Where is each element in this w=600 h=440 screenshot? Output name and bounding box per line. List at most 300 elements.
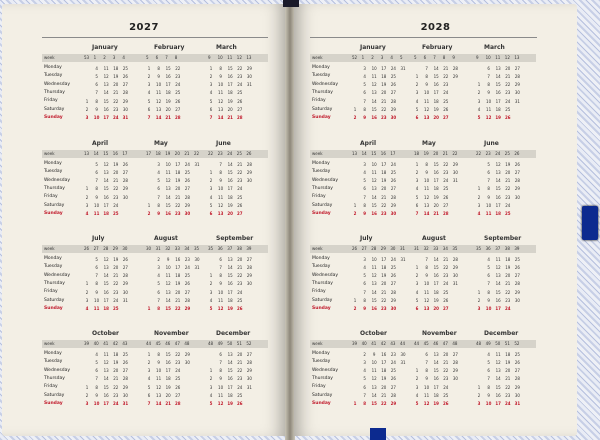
day-number: 3 (209, 186, 213, 192)
week-number: 35 (194, 246, 200, 251)
day-number: 29 (246, 65, 252, 71)
quarter-block (2, 38, 286, 130)
day-number: 22 (175, 65, 181, 71)
day-number: 17 (103, 115, 109, 121)
day-number: 17 (495, 306, 501, 312)
week-number: 4 (122, 55, 125, 60)
day-number: 6 (487, 169, 490, 175)
day-number: 17 (433, 90, 439, 96)
month-name: December (484, 330, 519, 337)
day-number: 15 (495, 289, 501, 295)
day-label: Monday (44, 256, 62, 261)
week-number: 17 (146, 151, 152, 156)
day-number: 4 (415, 186, 419, 192)
day-number: 4 (147, 376, 151, 382)
day-number: 5 (415, 194, 419, 200)
day-number: 16 (227, 178, 233, 184)
day-number: 8 (157, 306, 160, 312)
day-number: 16 (103, 107, 109, 112)
day-number: 7 (487, 281, 490, 287)
day-number: 22 (237, 273, 243, 279)
day-number: 30 (390, 306, 397, 312)
day-number: 24 (505, 401, 511, 407)
day-number: 25 (390, 73, 396, 79)
day-number: 28 (514, 281, 520, 287)
day-number: 1 (147, 306, 151, 312)
day-number: 18 (175, 169, 181, 175)
day-number: 13 (495, 65, 501, 71)
day-number: 22 (505, 384, 511, 390)
week-number: 22 (208, 151, 214, 156)
day-number: 28 (514, 376, 520, 382)
day-number: 9 (363, 115, 366, 121)
day-label: Friday (312, 194, 326, 200)
day-number: 19 (113, 161, 119, 167)
day-number: 26 (390, 376, 396, 382)
day-number: 10 (371, 65, 377, 71)
day-number: 22 (505, 186, 511, 192)
day-number: 28 (237, 115, 243, 121)
day-number: 12 (371, 178, 377, 184)
week-number: 51 (236, 341, 242, 346)
week-number: 27 (93, 246, 99, 251)
week-number: 44 (414, 341, 420, 346)
day-label: Monday (312, 65, 330, 70)
day-number: 24 (237, 186, 243, 192)
day-number: 16 (371, 306, 377, 312)
day-number: 3 (157, 264, 160, 270)
day-number: 23 (184, 256, 190, 262)
week-number: 32 (423, 246, 429, 251)
day-number: 11 (495, 256, 501, 262)
day-number: 26 (237, 98, 243, 104)
day-number: 8 (157, 351, 160, 357)
day-number: 31 (514, 401, 521, 407)
week-number: 38 (236, 246, 242, 251)
day-number: 26 (514, 359, 520, 365)
day-label: Tuesday (44, 359, 63, 365)
day-label: Saturday (44, 297, 65, 303)
day-number: 18 (227, 298, 233, 303)
day-number: 4 (487, 351, 490, 357)
day-number: 11 (495, 351, 501, 357)
day-label: Friday (44, 384, 58, 390)
day-number: 20 (227, 107, 233, 112)
day-number: 16 (165, 211, 171, 217)
day-number: 20 (381, 281, 387, 287)
day-number: 4 (477, 107, 481, 112)
day-number: 6 (415, 306, 419, 312)
day-number: 24 (237, 384, 243, 390)
day-number: 16 (227, 73, 233, 79)
day-number: 8 (487, 384, 490, 390)
day-number: 21 (113, 273, 119, 279)
day-number: 13 (156, 107, 162, 112)
quarter-block (294, 134, 577, 226)
day-number: 28 (122, 90, 128, 96)
day-number: 31 (246, 82, 252, 88)
day-number: 2 (209, 73, 213, 79)
day-number: 14 (103, 273, 109, 279)
day-number: 29 (122, 384, 128, 390)
day-number: 25 (237, 90, 243, 96)
day-number: 14 (371, 289, 377, 295)
day-label: Wednesday (312, 81, 339, 87)
day-number: 29 (122, 186, 128, 192)
day-label: Sunday (44, 114, 63, 120)
day-number: 30 (194, 256, 200, 262)
day-number: 30 (452, 376, 458, 382)
day-number: 9 (219, 178, 222, 184)
day-number: 17 (495, 203, 501, 208)
week-number: 48 (476, 341, 482, 346)
day-number: 22 (443, 73, 449, 79)
week-number: 52 (246, 341, 252, 346)
day-label: Friday (312, 98, 326, 104)
day-number: 12 (218, 203, 224, 208)
day-number: 29 (122, 281, 128, 287)
day-number: 25 (175, 90, 181, 96)
week-number: 13 (84, 151, 90, 156)
quarter-block (2, 324, 286, 416)
day-number: 17 (165, 368, 171, 374)
day-number: 20 (443, 351, 449, 357)
day-number: 7 (425, 256, 428, 262)
day-number: 1 (477, 289, 481, 295)
day-number: 26 (175, 384, 181, 390)
day-number: 13 (433, 351, 439, 357)
day-number: 3 (363, 65, 366, 71)
day-number: 23 (505, 194, 511, 200)
day-number: 27 (514, 368, 520, 374)
day-number: 13 (423, 115, 430, 121)
day-number: 30 (122, 289, 128, 295)
day-number: 10 (424, 178, 430, 184)
day-number: 18 (165, 90, 171, 96)
day-number: 25 (237, 298, 243, 303)
day-number: 16 (433, 169, 439, 175)
day-number: 4 (363, 264, 366, 270)
day-number: 7 (363, 98, 366, 104)
day-number: 11 (103, 65, 109, 71)
day-number: 7 (157, 194, 160, 200)
day-number: 19 (113, 256, 119, 262)
day-number: 8 (219, 273, 222, 279)
day-number: 27 (443, 203, 449, 208)
day-number: 19 (433, 298, 439, 303)
day-label: Tuesday (44, 169, 63, 175)
day-number: 14 (495, 281, 501, 287)
day-number: 29 (246, 273, 252, 279)
day-number: 7 (219, 359, 222, 365)
day-number: 9 (425, 82, 428, 88)
day-number: 18 (103, 306, 109, 312)
quarter-block (294, 324, 577, 416)
day-number: 26 (505, 115, 511, 121)
day-number: 3 (209, 289, 213, 295)
day-label: Sunday (312, 400, 331, 406)
day-label: Saturday (312, 202, 333, 208)
day-number: 2 (353, 306, 357, 312)
day-number: 29 (452, 161, 458, 167)
week-number: 31 (414, 246, 420, 251)
day-number: 9 (219, 281, 222, 287)
day-number: 15 (165, 306, 171, 312)
day-number: 30 (122, 107, 128, 112)
day-number: 7 (487, 376, 490, 382)
week-number: 39 (514, 246, 520, 251)
day-number: 6 (147, 393, 151, 398)
day-number: 29 (390, 107, 396, 112)
day-number: 21 (381, 289, 387, 295)
day-number: 25 (390, 264, 396, 270)
day-number: 1 (85, 281, 89, 287)
day-number: 2 (209, 376, 213, 382)
day-number: 21 (113, 90, 119, 96)
day-number: 2 (415, 82, 419, 88)
day-number: 19 (381, 178, 387, 184)
day-number: 13 (371, 186, 377, 192)
day-number: 22 (237, 169, 243, 175)
day-number: 26 (390, 178, 396, 184)
week-number: 29 (112, 246, 118, 251)
day-number: 8 (425, 264, 428, 270)
day-number: 23 (237, 178, 243, 184)
day-number: 4 (363, 73, 366, 79)
day-number: 10 (486, 203, 492, 208)
day-number: 25 (113, 306, 119, 312)
day-number: 11 (424, 98, 430, 104)
day-number: 18 (165, 376, 171, 382)
day-number: 7 (425, 359, 428, 365)
day-number: 27 (514, 169, 520, 175)
day-number: 26 (175, 98, 181, 104)
week-number: 39 (246, 246, 252, 251)
day-number: 22 (381, 298, 387, 303)
day-number: 21 (505, 281, 511, 287)
week-number: 30 (146, 246, 152, 251)
day-number: 29 (390, 401, 397, 407)
day-number: 2 (85, 393, 89, 398)
day-number: 1 (477, 186, 481, 192)
day-number: 6 (95, 368, 98, 374)
day-label: Thursday (44, 280, 65, 286)
day-number: 5 (95, 256, 98, 262)
day-number: 30 (514, 194, 520, 200)
day-number: 24 (390, 256, 396, 262)
day-label: Sunday (312, 114, 331, 120)
day-number: 30 (390, 211, 397, 217)
week-label: week (312, 341, 323, 346)
day-number: 27 (390, 384, 396, 390)
day-number: 5 (363, 376, 366, 382)
week-number: 20 (174, 151, 180, 156)
day-number: 12 (424, 298, 430, 303)
day-number: 27 (390, 186, 396, 192)
week-number: 39 (84, 341, 90, 346)
day-number: 6 (95, 264, 98, 270)
day-label: Monday (312, 161, 330, 166)
day-number: 25 (505, 211, 511, 217)
day-number: 21 (237, 359, 243, 365)
day-number: 7 (209, 115, 213, 121)
day-number: 14 (371, 393, 377, 398)
day-number: 8 (363, 401, 366, 407)
day-number: 27 (122, 169, 128, 175)
day-number: 25 (113, 211, 119, 217)
day-number: 16 (175, 256, 181, 262)
week-number: 24 (495, 151, 501, 156)
day-number: 5 (209, 401, 213, 407)
day-number: 22 (237, 368, 243, 374)
day-number: 8 (363, 298, 366, 303)
month-name: October (360, 330, 387, 337)
day-number: 20 (433, 115, 439, 121)
day-number: 28 (246, 161, 252, 167)
day-number: 29 (246, 169, 252, 175)
day-number: 15 (371, 203, 377, 208)
day-number: 13 (371, 90, 377, 96)
day-number: 30 (514, 393, 520, 398)
day-number: 25 (443, 98, 449, 104)
day-number: 30 (246, 281, 252, 287)
day-number: 15 (103, 384, 109, 390)
day-number: 16 (103, 194, 109, 200)
week-number: 52 (352, 55, 358, 60)
day-number: 14 (433, 359, 439, 365)
day-number: 16 (227, 281, 233, 287)
week-number: 45 (423, 341, 429, 346)
day-number: 16 (433, 82, 439, 88)
day-number: 15 (495, 82, 501, 88)
day-number: 16 (165, 73, 171, 79)
day-number: 13 (424, 203, 430, 208)
week-number: 13 (352, 151, 358, 156)
week-number: 9 (476, 55, 479, 60)
day-number: 4 (363, 368, 366, 374)
day-number: 1 (147, 203, 151, 208)
day-number: 1 (147, 65, 151, 71)
day-number: 2 (415, 273, 419, 279)
week-number: 14 (361, 151, 367, 156)
day-number: 10 (156, 82, 162, 88)
day-number: 21 (165, 115, 171, 121)
day-number: 4 (209, 298, 213, 303)
week-number: 28 (371, 246, 377, 251)
day-number: 7 (363, 289, 366, 295)
week-number: 46 (165, 341, 171, 346)
day-number: 12 (218, 98, 224, 104)
week-number: 30 (390, 246, 396, 251)
day-number: 20 (113, 264, 119, 270)
day-number: 10 (371, 359, 377, 365)
day-number: 18 (433, 186, 439, 192)
day-number: 30 (184, 211, 191, 217)
year-title: 2028 (420, 22, 451, 33)
day-number: 18 (505, 256, 511, 262)
day-label: Saturday (44, 392, 65, 398)
day-label: Wednesday (44, 367, 71, 373)
day-number: 30 (122, 393, 128, 398)
day-number: 16 (371, 115, 377, 121)
day-number: 19 (175, 178, 181, 184)
day-number: 27 (122, 368, 128, 374)
day-number: 8 (219, 169, 222, 175)
day-number: 27 (514, 273, 520, 279)
day-number: 28 (452, 65, 458, 71)
day-number: 27 (237, 107, 243, 112)
day-number: 13 (218, 107, 224, 112)
day-number: 27 (184, 289, 190, 295)
day-number: 12 (156, 98, 162, 104)
day-number: 6 (363, 90, 366, 96)
day-number: 19 (433, 194, 439, 200)
day-number: 11 (165, 273, 171, 279)
week-number: 8 (442, 55, 446, 60)
week-number: 11 (495, 55, 501, 60)
page-left (2, 4, 286, 436)
week-number: 51 (504, 341, 510, 346)
day-number: 18 (175, 273, 181, 279)
day-number: 31 (452, 281, 458, 287)
week-number: 11 (227, 55, 233, 60)
day-label: Thursday (312, 280, 333, 286)
day-number: 3 (415, 178, 419, 184)
day-number: 2 (477, 393, 481, 398)
day-number: 30 (122, 194, 128, 200)
day-number: 22 (113, 186, 119, 192)
day-number: 16 (433, 376, 439, 382)
day-number: 16 (433, 273, 439, 279)
day-number: 24 (505, 306, 511, 312)
day-number: 4 (209, 194, 213, 200)
day-number: 7 (415, 211, 419, 217)
day-number: 26 (237, 306, 243, 312)
day-number: 3 (477, 98, 481, 104)
day-number: 8 (363, 203, 366, 208)
day-number: 9 (157, 359, 160, 365)
day-number: 17 (433, 384, 439, 390)
day-number: 25 (514, 256, 520, 262)
day-number: 21 (175, 194, 181, 200)
day-number: 20 (227, 211, 233, 217)
day-number: 12 (495, 359, 501, 365)
day-number: 14 (217, 115, 224, 121)
day-number: 23 (381, 115, 387, 121)
day-number: 9 (487, 194, 490, 200)
day-label: Saturday (312, 297, 333, 303)
week-number: 42 (112, 341, 118, 346)
day-number: 27 (237, 211, 243, 217)
day-number: 15 (227, 65, 233, 71)
day-number: 4 (363, 169, 366, 175)
day-label: Tuesday (312, 73, 331, 79)
week-number: 26 (84, 246, 90, 251)
day-number: 6 (363, 186, 366, 192)
day-number: 11 (218, 393, 224, 398)
day-number: 31 (514, 98, 520, 104)
month-name: May (422, 140, 436, 147)
day-label: Thursday (312, 89, 333, 95)
week-number: 40 (361, 341, 367, 346)
day-number: 24 (175, 82, 181, 88)
day-number: 30 (514, 298, 520, 303)
day-number: 20 (381, 90, 387, 96)
day-number: 6 (415, 203, 419, 208)
week-number: 13 (514, 55, 520, 60)
day-number: 19 (381, 376, 387, 382)
day-number: 21 (443, 359, 449, 365)
